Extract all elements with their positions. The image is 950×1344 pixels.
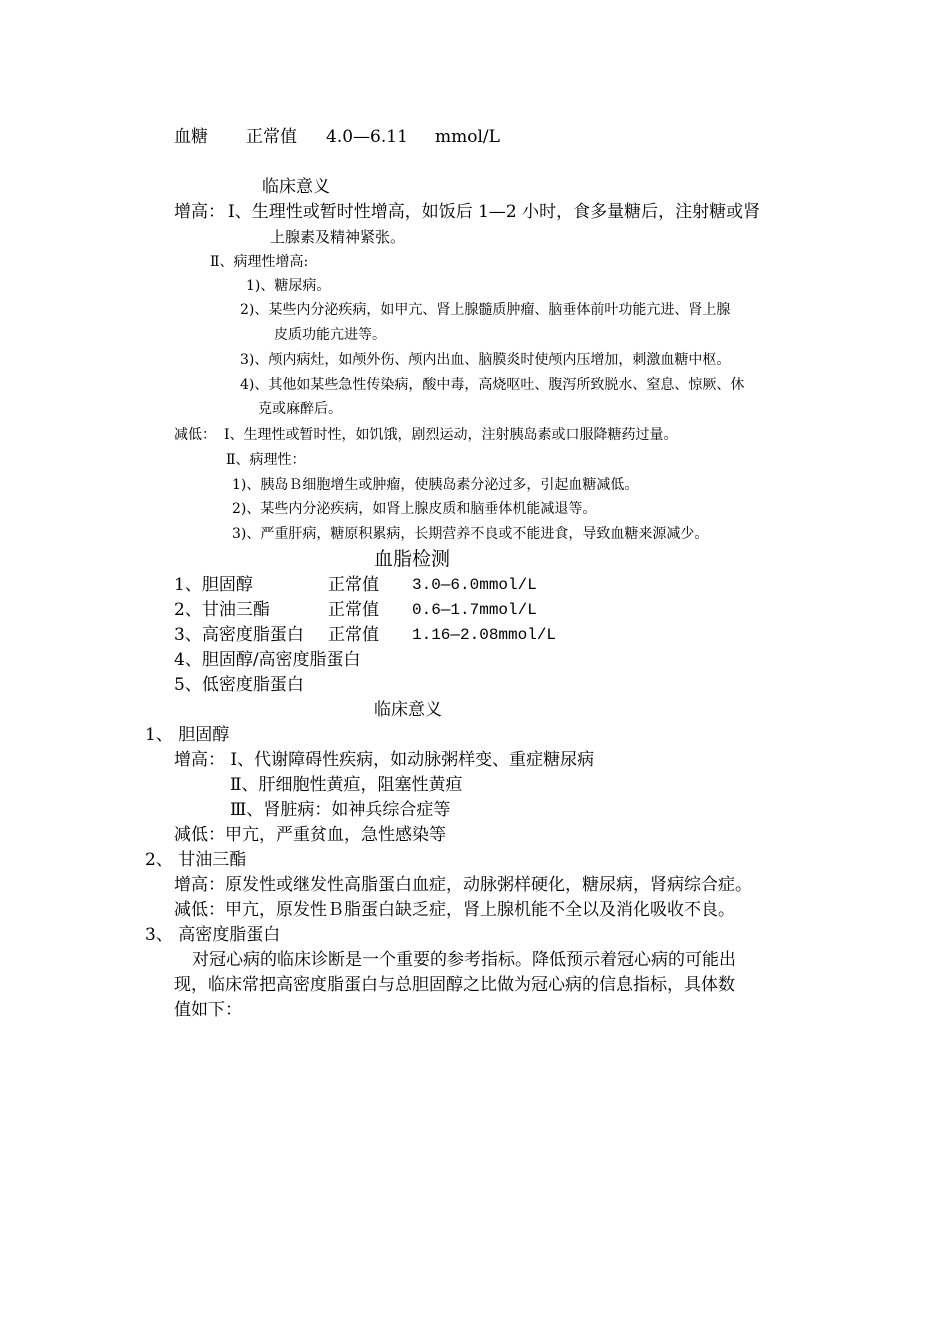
glucose-dec-II: Ⅱ、病理性：	[226, 452, 306, 468]
glucose-inc-item-cont: 克或麻醉后。	[258, 401, 342, 417]
glucose-inc-item: 4)、其他如某些急性传染病，酸中毒，高烧呕吐、腹泻所致脱水、窒息、惊厥、休	[240, 377, 745, 393]
lipid-s1-increase: 增高： Ⅰ、代谢障碍性疾病，如动脉粥样变、重症糖尿病	[174, 750, 595, 770]
lipid-section-title: 2、 甘油三酯	[145, 850, 247, 870]
glucose-increase-label: 增高：	[174, 202, 225, 222]
lipid-item-name: 1、胆固醇	[174, 575, 253, 595]
glucose-inc-item: 2)、某些内分泌疾病，如甲亢、肾上腺髓质肿瘤、脑垂体前叶功能亢进、肾上腺	[240, 302, 731, 318]
glucose-clinical-heading: 临床意义	[262, 177, 330, 197]
glucose-inc-I-cont: 上腺素及精神紧张。	[270, 228, 406, 246]
lipid-item-value: 0.6—1.7mmol/L	[412, 601, 537, 619]
lipid-item-name: 4、胆固醇/高密度脂蛋白	[174, 650, 361, 670]
glucose-dec-item: 3)、严重肝病，糖原积累病，长期营养不良或不能进食，导致血糖来源减少。	[232, 526, 709, 542]
lipid-clinical-heading: 临床意义	[374, 700, 442, 720]
lipid-item-value: 1.16—2.08mmol/L	[412, 626, 557, 644]
lipid-section-title: 1、 胆固醇	[145, 725, 230, 745]
glucose-dec-item: 1)、胰岛Ｂ细胞增生或肿瘤，使胰岛素分泌过多，引起血糖减低。	[232, 477, 639, 493]
lipid-s3-paragraph: 对冠心病的临床诊断是一个重要的参考指标。降低预示着冠心病的可能出	[192, 950, 736, 970]
lipid-item-name: 5、低密度脂蛋白	[174, 675, 304, 695]
lipid-item-name: 3、高密度脂蛋白	[174, 625, 304, 645]
lipid-item-name: 2、甘油三酯	[174, 600, 270, 620]
lipid-s3-paragraph: 值如下：	[174, 1000, 242, 1020]
lipid-s1-increase-3: Ⅲ、肾脏病：如神兵综合症等	[230, 800, 451, 820]
lipid-item-value: 3.0—6.0mmol/L	[412, 576, 537, 594]
lipid-s2-increase: 增高：原发性或继发性高脂蛋白血症，动脉粥样硬化，糖尿病，肾病综合症。	[174, 875, 752, 895]
lipid-item-label: 正常值	[328, 600, 379, 620]
lipid-s2-decrease: 减低：甲亢，原发性Ｂ脂蛋白缺乏症，肾上腺机能不全以及消化吸收不良。	[174, 900, 735, 920]
glucose-dec-I: Ⅰ、生理性或暂时性，如饥饿，剧烈运动，注射胰岛素或口服降糖药过量。	[224, 427, 678, 443]
glucose-inc-item: 3)、颅内病灶，如颅外伤、颅内出血、脑膜炎时使颅内压增加，刺激血糖中枢。	[240, 352, 731, 368]
lipid-s3-paragraph: 现，临床常把高密度脂蛋白与总胆固醇之比做为冠心病的信息指标，具体数	[174, 975, 735, 995]
glucose-dec-item: 2)、某些内分泌疾病，如肾上腺皮质和脑垂体机能减退等。	[232, 501, 597, 517]
lipid-item-label: 正常值	[328, 575, 379, 595]
glucose-decrease-label: 减低：	[174, 427, 216, 443]
glucose-unit: mmol/L	[435, 127, 500, 147]
lipid-s1-increase-2: Ⅱ、肝细胞性黄疸，阻塞性黄疸	[230, 775, 463, 795]
lipid-section-title: 3、 高密度脂蛋白	[145, 925, 281, 945]
glucose-inc-item: 1)、糖尿病。	[246, 278, 331, 294]
glucose-inc-item-cont: 皮质功能亢进等。	[274, 327, 386, 343]
glucose-title: 血糖	[174, 127, 208, 147]
glucose-range: 4.0—6.11	[326, 127, 408, 147]
lipid-title: 血脂检测	[374, 548, 451, 570]
glucose-inc-I: Ⅰ、生理性或暂时性增高，如饭后 1—2 小时，食多量糖后，注射糖或肾	[228, 202, 761, 222]
glucose-normal-label: 正常值	[246, 127, 297, 147]
glucose-inc-II: Ⅱ、病理性增高:	[210, 254, 309, 270]
lipid-s1-decrease: 减低：甲亢，严重贫血，急性感染等	[174, 825, 446, 845]
lipid-item-label: 正常值	[328, 625, 379, 645]
